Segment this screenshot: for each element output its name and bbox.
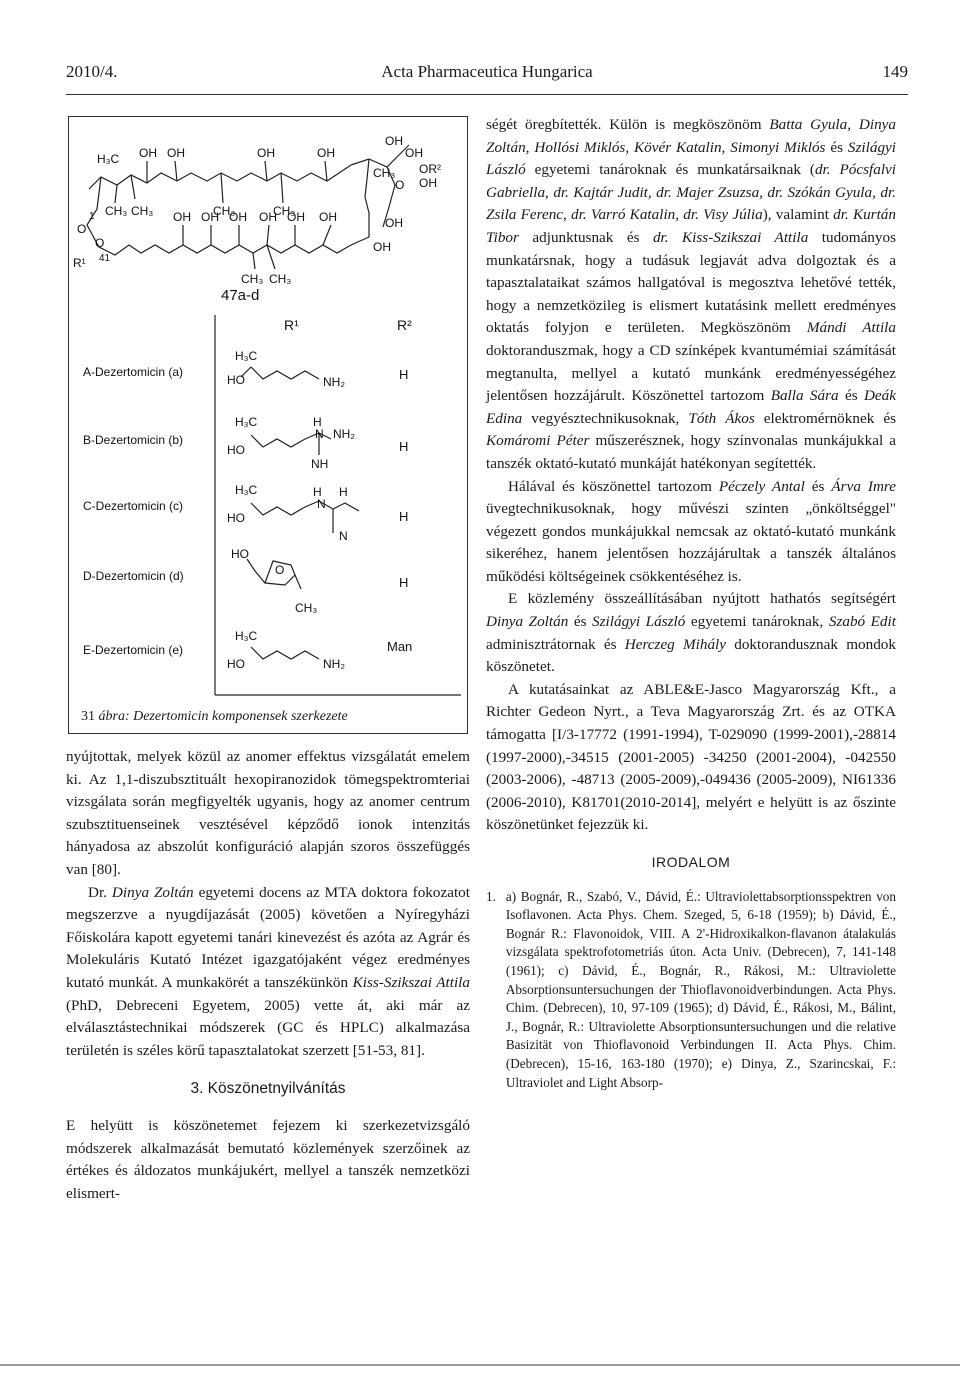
struct-label: OH xyxy=(385,134,403,148)
reference-text: a) Bognár, R., Szabó, V., Dávid, É.: Ultraviolettabsorptionsspektren von Isoflavonen. Acta Phys. Chem. Szeged, 5, 6-18 (1959); b) Dávid, É., Bognár R.: Flavonoidok, VIII. A 2'-Hidroxikalkon-flavanon átalakulás vizsgálata spektrofotometriás úton. Acta Univ. (Debrecen), 7, 141-148 (1961); c) Dávid, É., Bognár, R., Rákosi, M.: Ultraviolette Absorptionsuntersuchungen der Thioflavonoidverbindungen. Acta Phys. Chim. (Debrecen), 10, 97-109 (1965); d) Dávid, É., Rákosi, M., Bálint, J., Bognár, R.: Ultraviolette Absorptionsuntersuchungen und die relative Basizität von Thioflavonoid Verbindungen II. Acta Phys. Chim. (Debrecen), 15-16, 163-180 (1970); e) Dinya, Z., Szarincskai, F.: Ultraviolet and Light Absorp- xyxy=(505,888,896,1090)
frag-label: H xyxy=(313,415,322,429)
frag-label: HO xyxy=(227,443,245,457)
compound-name-b: B-Dezertomicin (b) xyxy=(83,433,184,447)
struct-label: OH xyxy=(257,146,275,160)
figure-caption xyxy=(81,709,348,725)
frag-label: N xyxy=(339,529,348,543)
paragraph: Hálával és köszönettel tartozom Péczely Antal és Árva Imre üvegtechnikusoknak, hogy művészi szinten „önköltséggel" végezett gondos munkájukkal nemcsak az oktató-kutató munkánk sikeréhez, hanem jelentősen hozzájárultak a tanszék általános működési költségeinek csökkentéséhez is. xyxy=(486,477,897,585)
column-header-r1: R¹ xyxy=(284,317,299,333)
struct-label: OH xyxy=(317,146,335,160)
struct-label: OH xyxy=(287,210,305,224)
frag-label: H₃C xyxy=(235,629,258,643)
struct-label: CH₃ xyxy=(131,204,154,218)
frag-d-bond xyxy=(295,575,301,589)
oh-bond xyxy=(267,225,269,245)
struct-label: OH xyxy=(385,216,403,230)
paragraph: Dr. Dinya Zoltán egyetemi docens az MTA doktora fokozatot megszerzve a nyugdíjazását (2005) követően a Nyíregyházi Főiskolára kapott egyetemi tanári kinevezést és azóta az Agrár és Molekuláris Kutató Intézet igazgatójaként végez eredményes kutató munkát. A munkakörét a tanszékünkön Kiss-Szikszai Attila (PhD, Debreceni Egyetem, 2005) vette át, aki már az elválasztástechnikai módszerek (GC és HPLC) alkalmazása területén is széles körű tapasztalatokat szerzett [51-53, 81]. xyxy=(66,883,470,1059)
r2-value-c: H xyxy=(399,509,409,524)
ring-bond xyxy=(365,159,369,237)
frag-label: NH₂ xyxy=(323,375,345,389)
struct-label: CH₃ xyxy=(373,166,396,180)
struct-label: OH xyxy=(139,146,157,160)
frag-label: CH₃ xyxy=(295,601,318,615)
reference-item xyxy=(486,888,896,1093)
frag-label: NH₂ xyxy=(333,427,355,441)
struct-label: OH xyxy=(229,210,247,224)
caption-number: 31 xyxy=(81,709,95,724)
frag-label: N xyxy=(317,497,326,511)
frag-label: NH₂ xyxy=(323,657,345,671)
page-number: 149 xyxy=(882,62,908,81)
journal-name: Acta Pharmaceutica Hungarica xyxy=(381,62,593,81)
frag-e-bond xyxy=(251,647,319,659)
r2-value-b: H xyxy=(399,439,409,454)
methyl-bond xyxy=(131,175,135,199)
compound-name-e: E-Dezertomicin (e) xyxy=(83,643,184,657)
references-title: IRODALOM xyxy=(651,854,731,870)
r2-value-a: H xyxy=(399,367,409,382)
struct-label: O xyxy=(95,236,105,250)
frag-label: HO xyxy=(227,511,245,525)
struct-label: CH₃ xyxy=(273,204,296,218)
struct-label: OR² xyxy=(419,162,441,176)
oh-bond xyxy=(265,161,267,181)
struct-label: O xyxy=(77,222,87,236)
paragraph: ségét öregbítették. Külön is megköszönöm Batta Gyula, Dinya Zoltán, Hollósi Miklós, Kövér Katalin, Simonyi Miklós és Szilágyi László egyetemi tanároknak és munkatársaiknak (dr. Pócsfalvi Gabriella, dr. Kajtár Judit, dr. Majer Zsuzsa, dr. Szókán Gyula, dr. Zsila Ferenc, dr. Varró Katalin, dr. Visy Júlia), valamint dr. Kurtán Tibor adjunktusnak és dr. Kiss-Szikszai Attila tudományos munkatársnak, hogy a tudásuk legjavát adva dolgoztak és a tapasztalataikat számos hallgatóval is megosztva lehetővé tették, hogy a nemzetközileg is elismert kutatásink mellett eredményes oktatás folyjon e területen. Megköszönöm Mándi Attila doktoranduszmak, hogy a CD színképek kvantumémiai számítását megtanulta, mellyel a kutató munkánk eredményességéhez jelentősen hozzájárult. Köszönettel tartozom Balla Sára és Deák Edina vegyésztechnikusoknak, Tóth Ákos elektromérnöknek és Komáromi Péter műszerésznek, hogy színvonalas munkájukkal a tanszék oktató-kutató munkáját hatékonyan segítették. xyxy=(486,116,897,472)
paragraph: nyújtottak, melyek közül az anomer effektus vizsgálatát emelem ki. Az 1,1-diszubsztituált hexopiranozidok tömegspektromteriai vizsgálata során megfigyelték ugyanis, hogy az anomer centrum szubsztituenseinek vesztésével képződő ionok intenzitás hányadosa az abszolút konfiguráció alapján szoros összefüggés van [80]. xyxy=(66,748,470,878)
issue-number: 2010/4. xyxy=(66,62,118,81)
header-rule xyxy=(66,94,908,95)
column-header-r2: R² xyxy=(397,317,412,333)
compound-name-a: A-Dezertomicin (a) xyxy=(83,365,184,379)
struct-label: CH₃ xyxy=(269,272,292,286)
r2-value-e: Man xyxy=(387,639,413,654)
top-chain-bond xyxy=(89,165,351,189)
right-column xyxy=(486,114,896,1092)
methyl-bond xyxy=(253,253,255,269)
reference-number: 1. xyxy=(486,888,496,904)
struct-label: OH xyxy=(201,210,219,224)
struct-label: CH₃ xyxy=(213,204,236,218)
struct-label: OH xyxy=(259,210,277,224)
compound-name-d: D-Dezertomicin (d) xyxy=(83,569,184,583)
struct-label: OH xyxy=(419,176,437,190)
struct-label: 41 xyxy=(99,253,111,264)
methyl-bond xyxy=(115,185,117,203)
struct-label: O xyxy=(395,178,405,192)
struct-label: OH xyxy=(373,240,391,254)
struct-label: R¹ xyxy=(73,256,86,270)
struct-label: OH xyxy=(173,210,191,224)
frag-a-bond xyxy=(251,367,319,379)
r2-value-d: H xyxy=(399,575,409,590)
struct-label: 1 xyxy=(89,211,95,222)
frag-d-bond xyxy=(247,559,295,585)
frag-label: O xyxy=(275,563,285,577)
frag-label: H₃C xyxy=(235,415,258,429)
frag-label: NH xyxy=(311,457,329,471)
frag-label: H₃C xyxy=(235,349,258,363)
paragraph: A kutatásainkat az ABLE&E-Jasco Magyarország Kft., a Richter Gedeon Nyrt., a Teva Magyarország Zrt. és az OTKA támogatta [I/3-17772 (1991-1994), T-029090 (1999-2001),-28814 (1997-2000),-34515 (2001-2005) -34250 (2001-2004), -042550 (2003-2006), -48713 (2005-2009),-049436 (2005-2009), NI61336 (2006-2010), K81701(2010-2014], melyért e helyütt is az őszinte köszönetünket fejezzük ki. xyxy=(486,680,896,834)
struct-label: CH₃ xyxy=(105,204,128,218)
struct-label: OH xyxy=(319,210,337,224)
page-bottom-edge xyxy=(0,1364,960,1366)
struct-label: H₃C xyxy=(97,152,120,166)
oh-bond xyxy=(175,161,177,181)
frag-label: HO xyxy=(227,373,245,387)
methyl-bond xyxy=(281,173,283,203)
left-column xyxy=(66,746,470,1205)
page-header xyxy=(66,62,908,92)
oh-bond xyxy=(323,225,331,245)
frag-label: H₃C xyxy=(235,483,258,497)
frag-label: H xyxy=(313,485,322,499)
frag-label: N xyxy=(315,427,324,441)
compound-name-c: C-Dezertomicin (c) xyxy=(83,499,184,513)
frag-label: HO xyxy=(227,657,245,671)
figure-31 xyxy=(68,116,468,734)
caption-text: ábra: Dezertomicin komponensek szerkezete xyxy=(98,709,348,724)
frag-label: HO xyxy=(231,547,249,561)
paragraph: E közlemény összeállításában nyújtott hathatós segítségért Dinya Zoltán és Szilágyi László egyetemi tanároknak, Szabó Edit adminisztrátornak és Herczeg Mihály doktorandusznak mondok köszönetet. xyxy=(486,590,896,676)
struct-label: CH₃ xyxy=(241,272,264,286)
oh-bond xyxy=(325,161,327,181)
frag-c-bond xyxy=(251,501,359,515)
paragraph: E helyütt is köszönetemet fejezem ki szerkezetvizsgáló módszerek alkalmazását bemutató közlemények szerzőinek az értékes és áldozatos munkájukért, mellyel a tanszék nemzetközi elismert- xyxy=(66,1116,470,1202)
struct-label: OH xyxy=(167,146,185,160)
reference-list xyxy=(486,888,896,1093)
compound-label: 47a-d xyxy=(221,287,260,304)
section-title: 3. Köszönetnyilvánítás xyxy=(190,1080,346,1098)
ring-bond xyxy=(351,145,409,167)
frag-label: H xyxy=(339,485,348,499)
methyl-bond xyxy=(221,173,223,203)
struct-label: OH xyxy=(405,146,423,160)
